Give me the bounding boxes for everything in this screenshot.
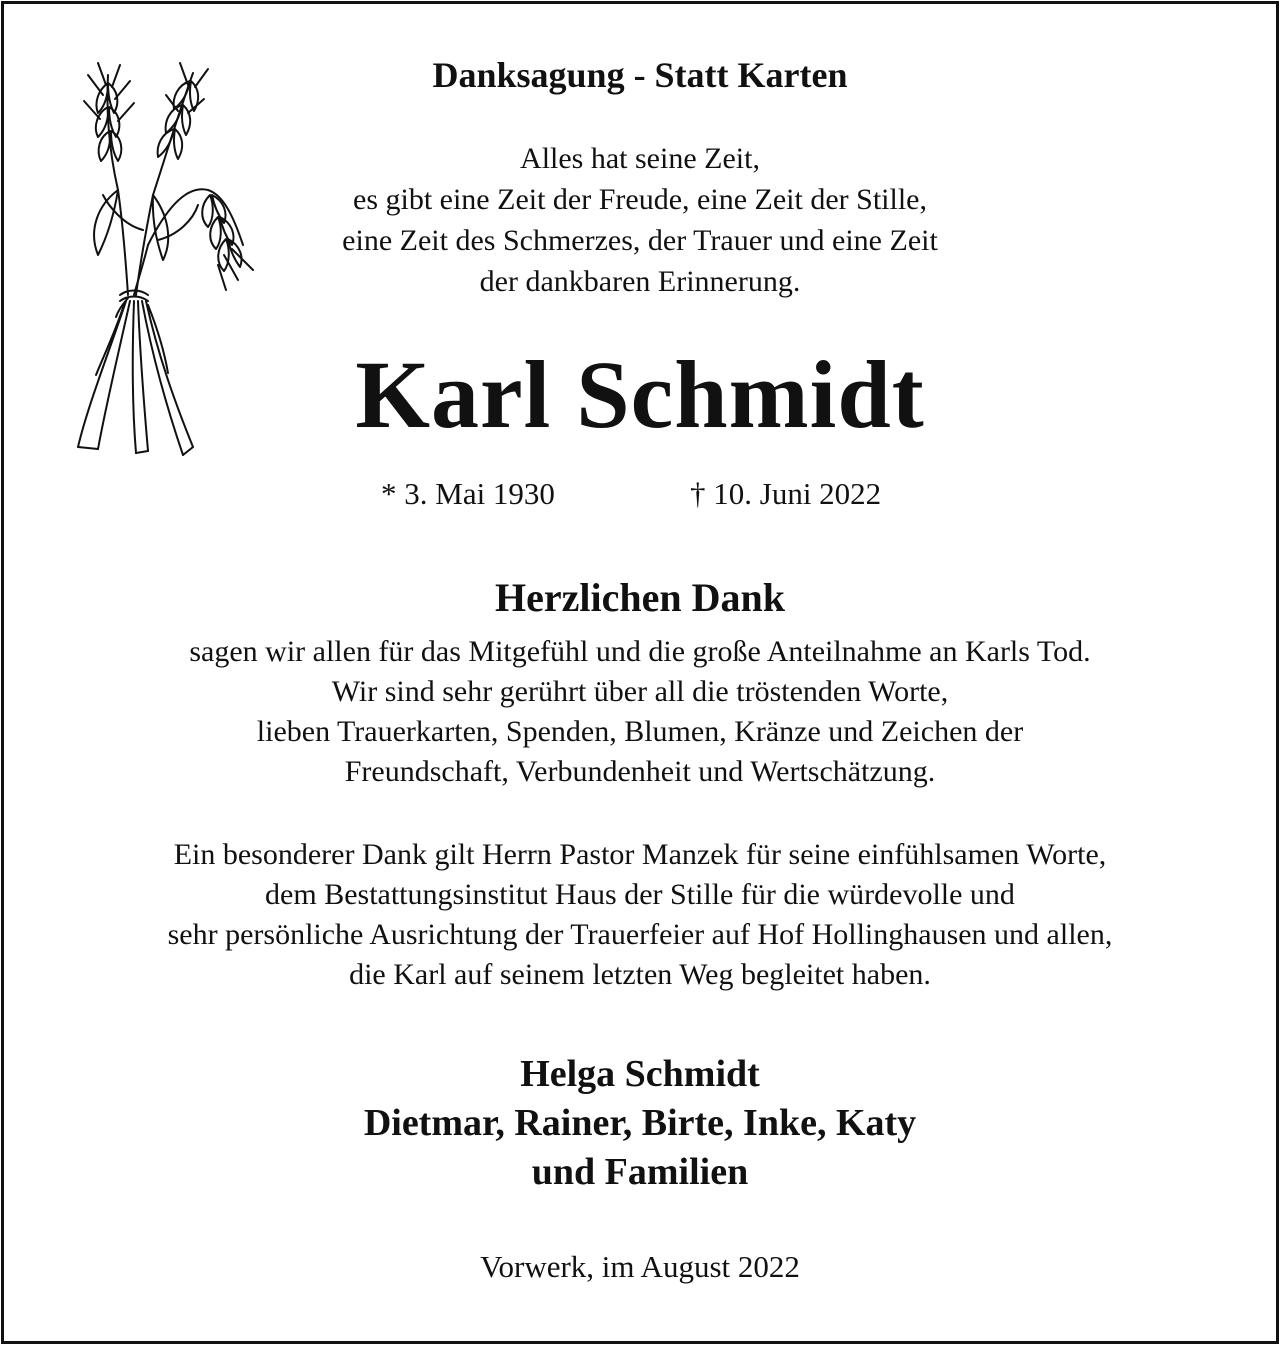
poem-line: eine Zeit des Schmerzes, der Trauer und eine Zeit [342,224,938,257]
paragraph-line: sehr persönliche Ausrichtung der Trauerfeier auf Hof Hollinghausen und allen, [167,918,1113,951]
thanks-title: Herzlichen Dank [495,575,785,620]
paragraph-line: Ein besonderer Dank gilt Herrn Pastor Manzek für seine einfühlsamen Worte, [173,838,1107,871]
poem-line: der dankbaren Erinnerung. [479,265,801,298]
signer-line: und Familien [531,1151,749,1193]
paragraph-line: Wir sind sehr gerührt über all die tröstenden Worte, [331,675,949,708]
signers [0,1050,1280,1197]
notice-heading: Danksagung - Statt Karten [432,55,848,95]
place-date: Vorwerk, im August 2022 [480,1249,800,1284]
deceased-name: Karl Schmidt [355,341,925,448]
signer-line: Helga Schmidt [520,1053,760,1095]
death-date: † 10. Juni 2022 [690,476,882,511]
paragraph-line: lieben Trauerkarten, Spenden, Blumen, Kränze und Zeichen der [256,715,1024,748]
poem-line: Alles hat seine Zeit, [520,142,760,175]
birth-date: * 3. Mai 1930 [381,476,555,511]
paragraph-line: dem Bestattungsinstitut Haus der Stille für die würdevolle und [265,878,1015,911]
poem [0,138,1280,302]
paragraph-line: Freundschaft, Verbundenheit und Wertschätzung. [344,755,936,788]
poem-line: es gibt eine Zeit der Freude, eine Zeit der Stille, [353,183,927,216]
paragraph-line: sagen wir allen für das Mitgefühl und die große Anteilnahme an Karls Tod. [189,635,1091,668]
thanks-paragraph [0,632,1280,792]
paragraph-line: die Karl auf seinem letzten Weg begleitet haben. [349,958,931,991]
special-thanks-paragraph [0,835,1280,995]
signer-line: Dietmar, Rainer, Birte, Inke, Katy [363,1102,917,1144]
